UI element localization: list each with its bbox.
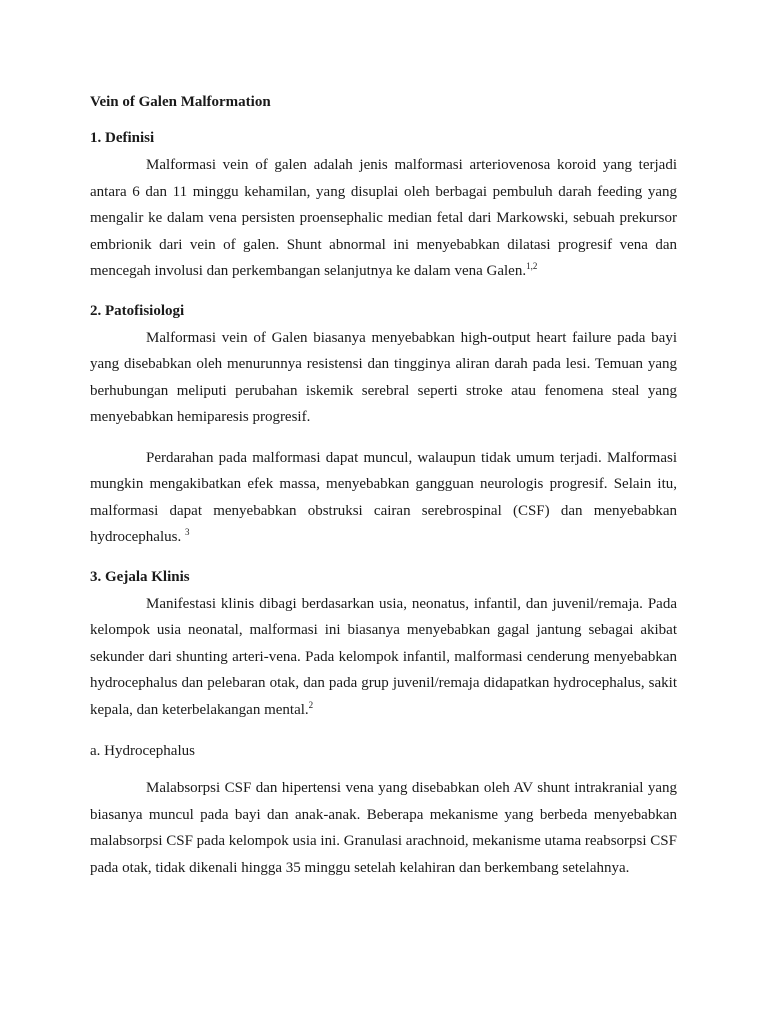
subsection-heading-hydrocephalus: a. Hydrocephalus [90,743,195,759]
paragraph-text: Malabsorpsi CSF dan hipertensi vena yang disebabkan oleh AV shunt intrakranial yang biasanya muncul pada bayi dan anak-anak. Beberapa mekanisme yang berbeda menyebabkan malabsorpsi CSF pada kelompok usia ini. Granulasi arachnoid, mekanisme utama reabsorpsi CSF pada otak, tidak dikenali hingga 35 minggu setelah kelahiran dan berkembang setelahnya. [90,780,677,876]
paragraph-text: Malformasi vein of Galen biasanya menyebabkan high-output heart failure pada bayi yang disebabkan oleh menurunnya resistensi dan tingginya aliran darah pada lesi. Temuan yang berhubungan meliputi perubahan iskemik serebral seperti stroke atau fenomena steal yang menyebabkan hemiparesis progresif. [90,329,677,425]
section-heading-gejala-klinis: 3. Gejala Klinis [90,568,190,585]
paragraph-text: Perdarahan pada malformasi dapat muncul, walaupun tidak umum terjadi. Malformasi mungkin mengakibatkan efek massa, menyebabkan gangguan neurologis progresif. Selain itu, malformasi dapat menyebabkan obstruksi cairan serebrospinal (CSF) dan menyebabkan hydrocephalus. [90,449,677,545]
paragraph-text: Manifestasi klinis dibagi berdasarkan usia, neonatus, infantil, dan juvenil/remaja. Pada kelompok usia neonatal, malformasi ini biasanya menyebabkan gagal jantung sebagai akibat sekunder dari shunting arteri-vena. Pada kelompok infantil, malformasi cenderung menyebabkan hydrocephalus dan pelebaran otak, dan pada grup juvenil/remaja didapatkan hydrocephalus, sakit kepala, dan keterbelakangan mental. [90,595,677,718]
paragraph-text: Malformasi vein of galen adalah jenis malformasi arteriovenosa koroid yang terjadi antara 6 dan 11 minggu kehamilan, yang disuplai oleh berbagai pembuluh darah feeding yang mengalir ke dalam vena persisten proensephalic median fetal dari Markowski, sebuah prekursor embrionik dari vein of galen. Shunt abnormal ini menyebabkan dilatasi progresif vena dan mencegah involusi dan perkembangan selanjutnya ke dalam vena Galen. [90,157,677,279]
section-heading-definisi: 1. Definisi [90,130,155,146]
document-title: Vein of Galen Malformation [90,94,271,110]
paragraph-gejala-klinis [90,591,677,724]
reference-superscript: 1,2 [526,261,538,271]
paragraph-definisi [90,152,677,285]
paragraph-patofisiologi-2 [90,445,677,551]
paragraph-hydrocephalus [90,775,677,881]
document-page [90,84,677,881]
section-heading-patofisiologi: 2. Patofisiologi [90,302,185,319]
reference-superscript: 2 [308,699,314,710]
reference-superscript: 3 [184,527,190,537]
paragraph-patofisiologi-1 [90,325,677,431]
